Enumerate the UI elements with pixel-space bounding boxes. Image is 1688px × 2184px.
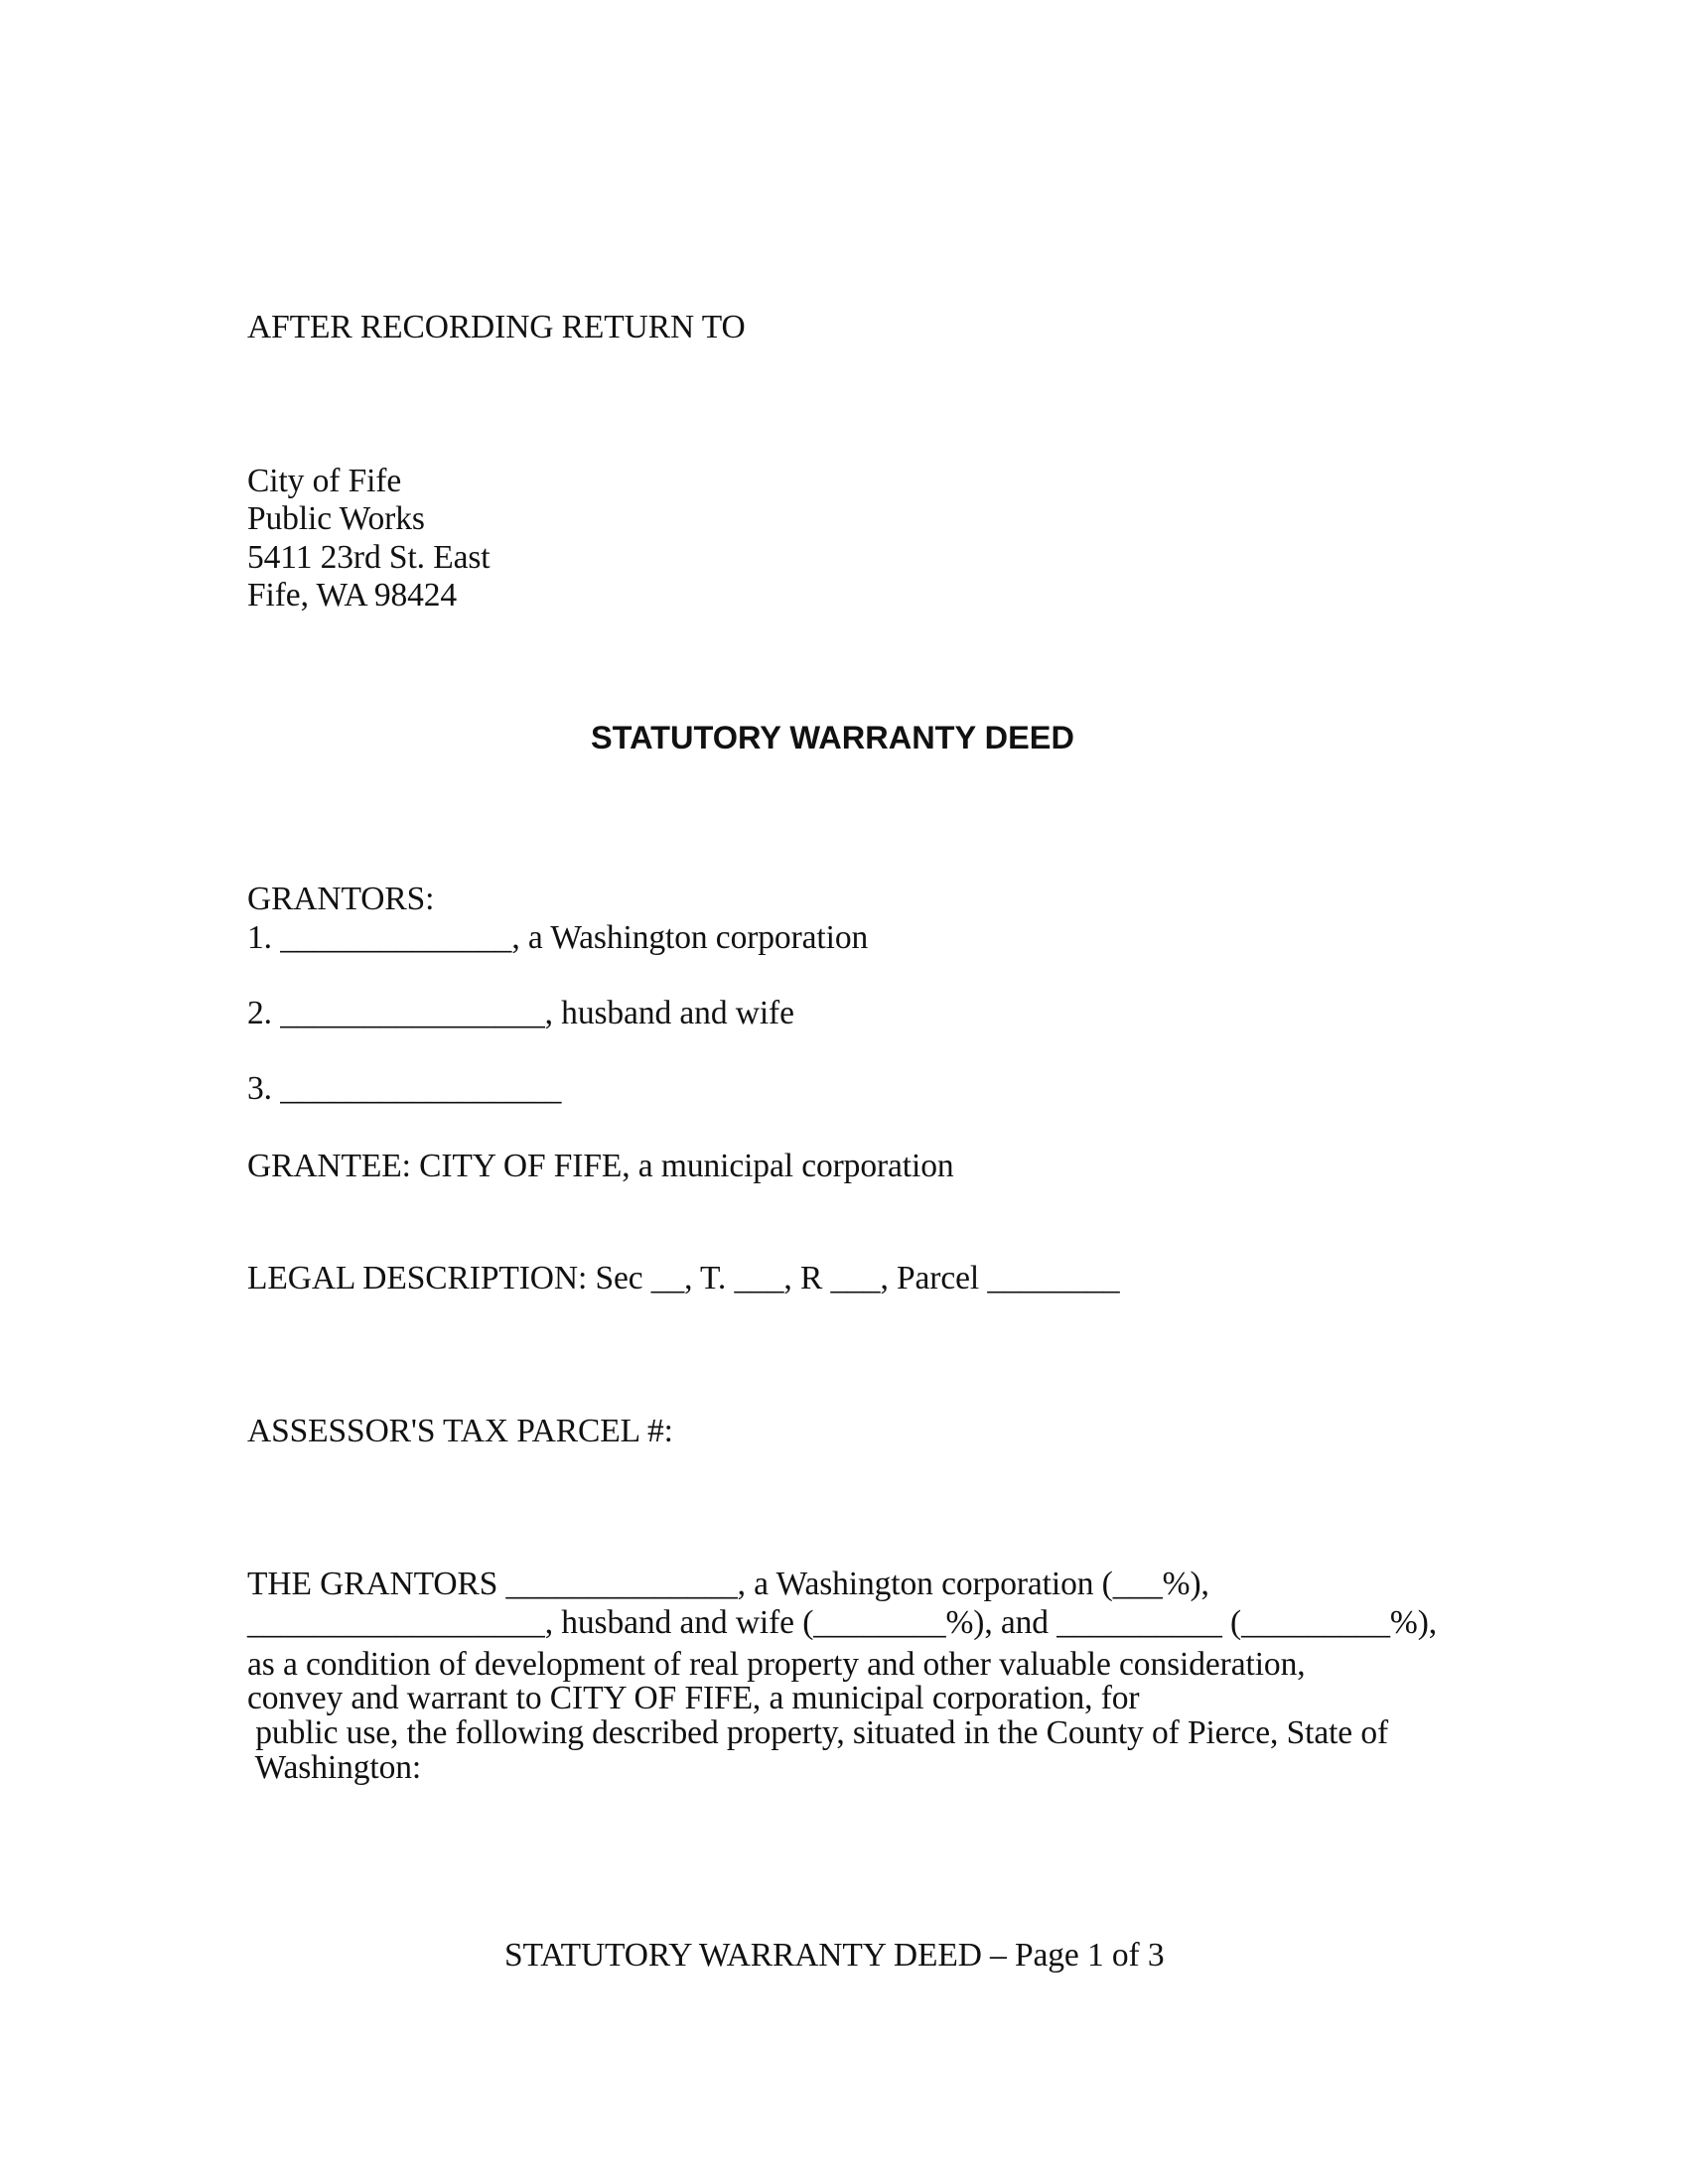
tax-parcel-line: ASSESSOR'S TAX PARCEL #: bbox=[247, 1413, 673, 1449]
grantor-number: 1. bbox=[247, 919, 272, 956]
body-line-5: public use, the following described property, situated in the County of Pierce, State of bbox=[247, 1714, 1389, 1751]
body-line-3: as a condition of development of real property and other valuable consideration, bbox=[247, 1646, 1306, 1683]
legal-description-line: LEGAL DESCRIPTION: Sec __, T. ___, R ___, Parcel ________ bbox=[247, 1260, 1120, 1297]
grantors-label: GRANTORS: bbox=[247, 881, 435, 917]
return-address-line-2: Public Works bbox=[247, 500, 425, 537]
grantor-number: 3. bbox=[247, 1070, 272, 1107]
grantor-number: 2. bbox=[247, 995, 272, 1031]
body-line-4: convey and warrant to CITY OF FIFE, a municipal corporation, for bbox=[247, 1680, 1140, 1716]
grantor-blank: _________________ bbox=[280, 1070, 562, 1107]
grantor-suffix: , a Washington corporation bbox=[511, 919, 869, 956]
grantor-blank: ________________ bbox=[280, 995, 545, 1031]
grantor-item-1 bbox=[247, 921, 868, 955]
grantor-item-3 bbox=[247, 1072, 561, 1106]
page-footer: STATUTORY WARRANTY DEED – Page 1 of 3 bbox=[504, 1937, 1165, 1974]
grantor-blank: ______________ bbox=[280, 919, 512, 956]
return-address-line-1: City of Fife bbox=[247, 463, 402, 499]
grantor-item-2 bbox=[247, 997, 794, 1030]
body-line-6: Washington: bbox=[247, 1749, 422, 1786]
grantee-line: GRANTEE: CITY OF FIFE, a municipal corporation bbox=[247, 1148, 954, 1184]
grantor-suffix: , husband and wife bbox=[544, 995, 794, 1031]
return-address-line-3: 5411 23rd St. East bbox=[247, 539, 491, 576]
body-line-2: __________________, husband and wife (________%), and __________ (_________%), bbox=[247, 1604, 1438, 1641]
return-to-heading: AFTER RECORDING RETURN TO bbox=[247, 309, 746, 345]
body-line-1: THE GRANTORS ______________, a Washington corporation (___%), bbox=[247, 1566, 1209, 1602]
return-address-line-4: Fife, WA 98424 bbox=[247, 577, 458, 614]
document-title: STATUTORY WARRANTY DEED bbox=[591, 720, 1074, 755]
